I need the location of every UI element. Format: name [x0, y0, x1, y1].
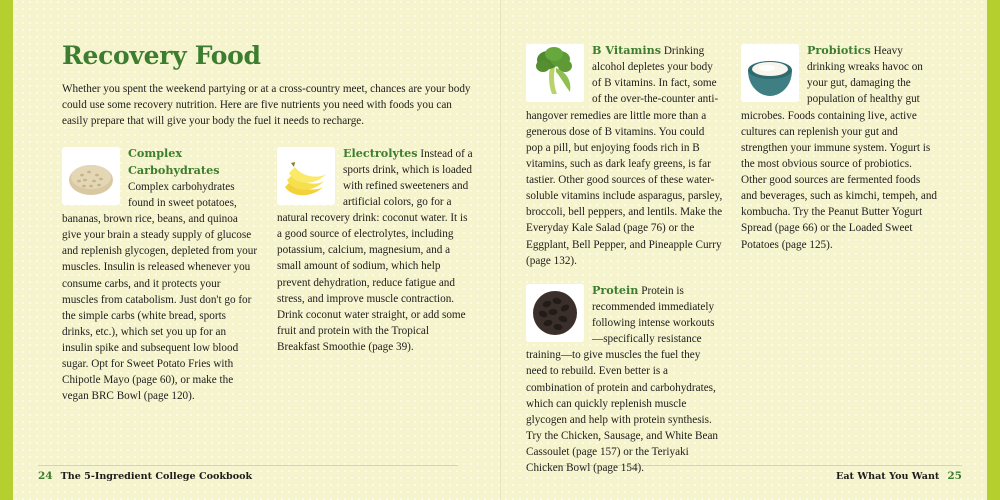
black-beans-photo — [526, 284, 584, 342]
column-b-vitamins-protein — [526, 42, 723, 489]
right-page-number: 25 — [947, 470, 962, 482]
entry-text-probiotics: Heavy drinking wreaks havoc on your gut, damaging the population of healthy gut microbes. Foods containing live, active cultures can replenish your gut and strengthen your immune system. Yogurt is the most obvious source of probiotics. Other good sources are fermented foods and beverages, such as kimchi, tempeh, and kombucha. Try the Peanut Butter Yogurt Spread (page 66) or the Loaded Sweet Potatoes (page 125). — [741, 45, 938, 251]
entry-lead-electrolytes: Electrolytes — [343, 145, 418, 160]
column-electrolytes — [277, 145, 474, 405]
column-probiotics — [741, 42, 938, 489]
left-columns — [62, 145, 474, 405]
yogurt-bowl-photo — [741, 44, 799, 102]
entry-b-vitamins — [526, 42, 723, 269]
bananas-photo — [277, 147, 335, 205]
entry-probiotics — [741, 42, 938, 253]
broccoli-photo — [526, 44, 584, 102]
entry-lead-protein: Protein — [592, 282, 639, 297]
entry-text-b-vitamins: Drinking alcohol depletes your body of B vitamins. In fact, some of the over-the-counter anti-hangover remedies are little more than a generous dose of B vitamins. You could pop a pill, but enjoying foods rich in B vitamins, such as dark leafy greens, is far tastier. Other good sources of these water-soluble vitamins include asparagus, parsley, broccoli, bell peppers, and lentils. Make the Everyday Kale Salad (page 76) or the Eggplant, Bell Pepper, and Pineapple Curry (page 132). — [526, 45, 723, 267]
page-title: Recovery Food — [62, 41, 261, 70]
right-footer-rule — [542, 465, 962, 466]
intro-paragraph: Whether you spent the weekend partying or at a cross-country meet, chances are your body could use some recovery nutrition. Here are five nutrients you need with foods you can easily prepare that will give your body the fuel it needs to recharge. — [62, 82, 471, 128]
left-footer-rule — [38, 465, 458, 466]
entry-lead-complex-carbohydrates: Complex Carbohydrates — [128, 145, 220, 177]
entry-protein — [526, 282, 723, 477]
entry-text-electrolytes: Instead of a sports drink, which is loaded with refined sweeteners and artificial colors, go for a natural recovery drink: coconut water. It is a good source of electrolytes, including potassium, calcium, magnesium, and a small amount of sodium, which help prevent dehydration, reduce fatigue and stress, and improve muscle contraction. Drink coconut water straight, or add some fruit and protein with the Tropical Breakfast Smoothie (page 39). — [277, 147, 473, 354]
entry-lead-probiotics: Probiotics — [807, 43, 871, 57]
right-running-head: Eat What You Want — [836, 471, 940, 482]
quinoa-grains-photo — [62, 147, 120, 205]
left-running-head: The 5-Ingredient College Cookbook — [60, 471, 253, 482]
column-complex-carbohydrates — [62, 145, 259, 405]
entry-lead-b-vitamins: B Vitamins — [592, 43, 662, 57]
entry-text-complex-carbohydrates: Complex carbohydrates found in sweet potatoes, bananas, brown rice, beans, and quinoa give your brain a steady supply of glucose and replenish glycogen, depleted from your muscles. Insulin is released whenever you consume carbs, and it protects your muscles from catabolism. Just don't go for the simple carbs (white bread, sports drinks, etc.), which set you up for an insulin spike and subsequent low blood sugar. Opt for Sweet Potato Fries with Chipotle Mayo (page 60), or make the vegan BRC Bowl (page 120). — [62, 180, 258, 403]
left-page-number: 24 — [38, 470, 53, 482]
right-columns — [526, 42, 938, 489]
right-page — [500, 0, 1000, 500]
entry-text-protein: Protein is recommended immediately following intense workouts—specifically resistance training—to give muscles the fuel they need to rebuild. Even better is a combination of protein and carbohydrates, which can quickly replenish muscle glycogen and help with protein synthesis. Try the Chicken, Sausage, and White Bean Cassoulet (page 157) or the Teriyaki Chicken Bowl (page 154). — [526, 284, 719, 475]
right-footer — [836, 470, 962, 482]
left-footer — [38, 470, 252, 482]
